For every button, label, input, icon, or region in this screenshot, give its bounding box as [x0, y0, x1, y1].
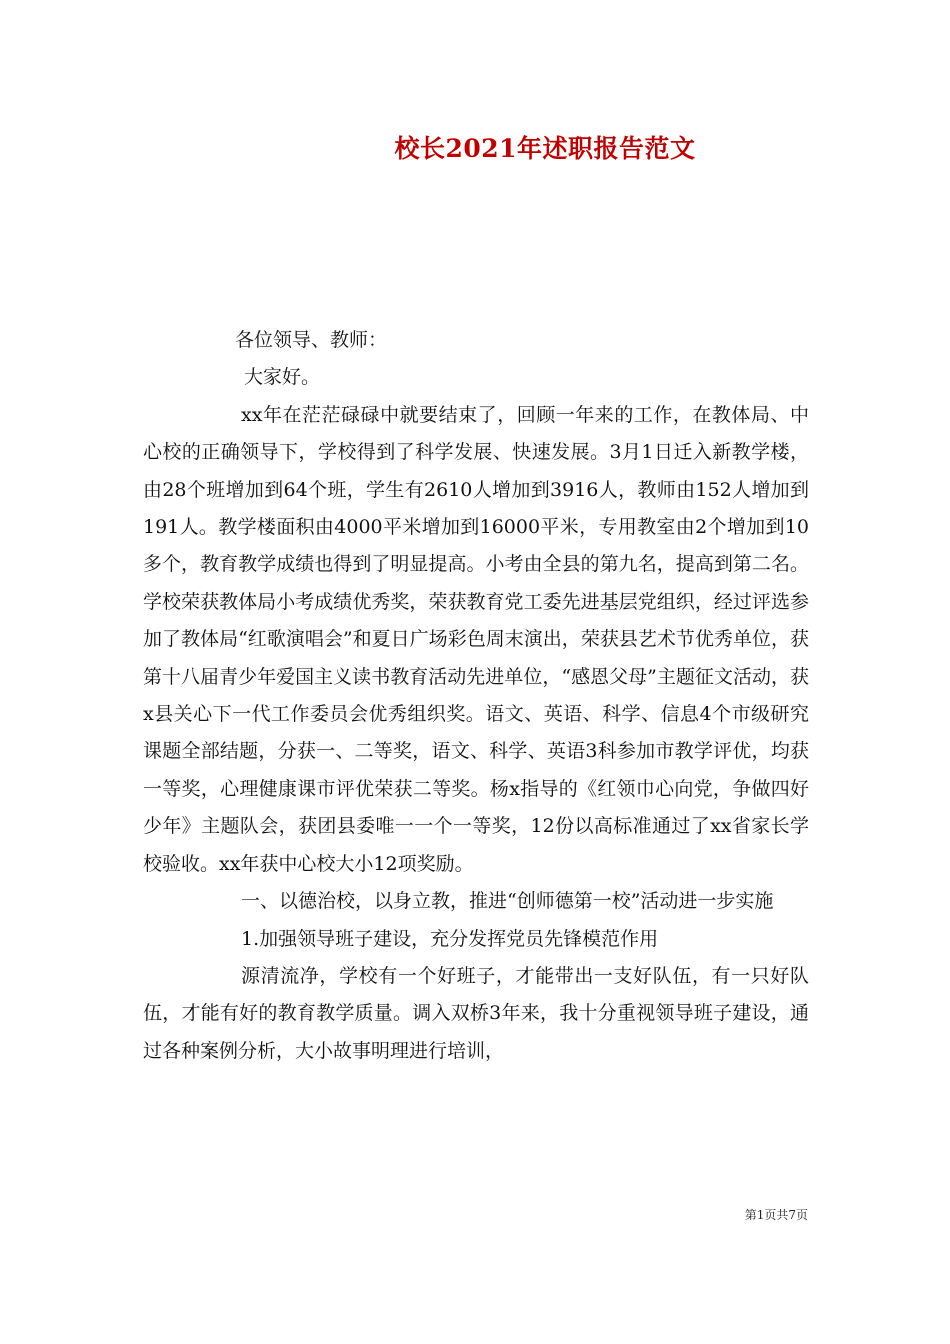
section-heading: 一、以德治校，以身立教，推进“创师德第一校”活动进一步实施 — [241, 890, 774, 913]
subsection-heading: 1.加强领导班子建设，充分发挥党员先锋模范作用 — [241, 927, 659, 950]
paragraph-leadership: 源清流净，学校有一个好班子，才能带出一支好队伍，有一只好队伍，才能有好的教育教学质量。调入双桥3年来，我十分重视领导班子建设，通过各种案例分析，大小故事明理进行培训， — [143, 964, 809, 1062]
salutation: 各位领导、教师： — [235, 329, 388, 351]
greeting: 大家好。 — [244, 366, 321, 389]
document-title: 校长2021年述职报告范文 — [394, 134, 696, 163]
page-number: 第1页共7页 — [744, 1208, 808, 1222]
document-body — [143, 322, 809, 1070]
paragraph-intro: xx年在茫茫碌碌中就要结束了，回顾一年来的工作，在教体局、中心校的正确领导下，学校得到了科学发展、快速发展。3月1日迁入新教学楼，由28个班增加到64个班，学生有2610人增加到3916人，教师由152人增加到191人。教学楼面积由4000平米增加到16000平米，专用教室由2个增加到10多个，教育教学成绩也得到了明显提高。小考由全县的第九名，提高到第二名。学校荣获教体局小考成绩优秀奖，荣获教育党工委先进基层党组织，经过评选参加了教体局“红歌演唱会”和夏日广场彩色周末演出，荣获县艺术节优秀单位，获第十八届青少年爱国主义读书教育活动先进单位，“感恩父母”主题征文活动，获x县关心下一代工作委员会优秀组织奖。语文、英语、科学、信息4个市级研究课题全部结题，分获一、二等奖，语文、科学、英语3科参加市教学评优，均获一等奖，心理健康课市评优荣获二等奖。杨x指导的《红领巾心向党，争做四好少年》主题队会，获团县委唯一一个一等奖，12份以高标准通过了xx省家长学校验收。xx年获中心校大小12项奖励。 — [143, 403, 809, 875]
